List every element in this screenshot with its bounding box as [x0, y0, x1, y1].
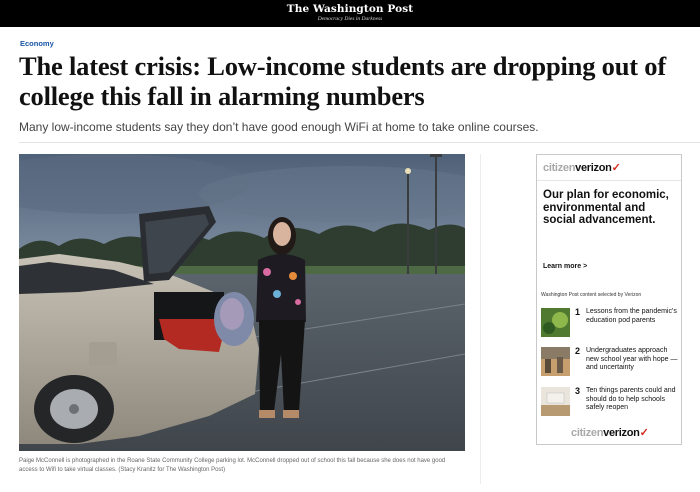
item-number: 1	[575, 307, 581, 317]
ad-article-item[interactable]	[541, 308, 679, 338]
ad-article-item[interactable]	[541, 387, 679, 417]
checkmark-icon: ✓	[611, 162, 621, 174]
brand-citizen-text: citizen	[571, 427, 604, 439]
section-kicker-link[interactable]: Economy	[20, 39, 54, 48]
citizen-verizon-logo[interactable]	[543, 162, 620, 175]
citizen-verizon-logo-footer[interactable]	[571, 427, 648, 440]
site-tagline: Democracy Dies in Darkness	[317, 16, 383, 22]
sponsored-note: Washington Post content selected by Verizon	[541, 292, 642, 298]
brand-verizon-text: verizon	[603, 427, 640, 439]
item-title[interactable]: Lessons from the pandemic's education pod parents	[586, 308, 677, 324]
article-dek: Many low-income students say they don’t have good enough WiFi at home to take online courses.	[19, 120, 539, 134]
checkmark-icon: ✓	[639, 427, 649, 439]
item-title[interactable]: Undergraduates approach new school year with hope — and uncertainty	[586, 347, 678, 372]
brand-citizen-text: citizen	[543, 162, 576, 174]
ad-headline[interactable]: Our plan for economic, environmental and social advancement.	[543, 189, 669, 226]
ad-divider	[537, 180, 681, 181]
sponsored-ad[interactable]	[536, 154, 682, 445]
item-number: 2	[575, 346, 581, 356]
brand-verizon-text: verizon	[575, 162, 612, 174]
article-thumbnail	[541, 387, 570, 416]
ad-article-item[interactable]	[541, 347, 679, 377]
column-divider	[480, 154, 481, 484]
site-logo[interactable]: The Washington Post	[286, 3, 414, 15]
photo-caption: Paige McConnell is photographed in the Roane State Community College parking lot. McConnell dropped out of school this fall because she does not have good access to Wifi to take virtual classes. (Stacy Kranitz for The Washington Post)	[19, 458, 446, 473]
article-thumbnail	[541, 308, 570, 337]
header-divider	[19, 142, 700, 143]
article-thumbnail	[541, 347, 570, 376]
item-number: 3	[575, 386, 581, 396]
lead-photo	[19, 154, 465, 451]
item-title[interactable]: Ten things parents could and should do to help schools safely reopen	[586, 387, 676, 412]
article-headline: The latest crisis: Low-income students are dropping out of college this fall in alarming numbers	[19, 51, 666, 111]
masthead	[0, 0, 700, 27]
learn-more-link[interactable]: Learn more >	[543, 263, 588, 270]
